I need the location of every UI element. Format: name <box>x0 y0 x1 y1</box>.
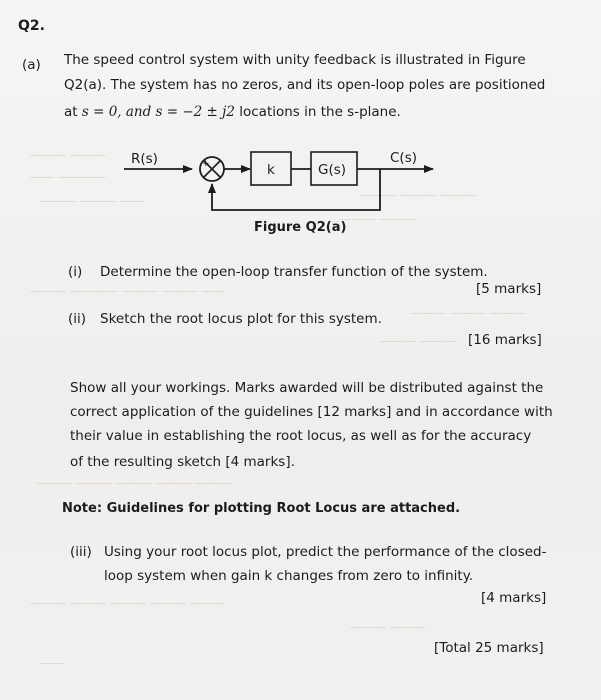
part-a-line-2: Q2(a). The system has no zeros, and its open-loop poles are positioned <box>64 77 546 93</box>
part-a-line-1: The speed control system with unity feedback is illustrated in Figure <box>64 52 526 68</box>
subquestion-ii-marks: [16 marks] <box>468 332 542 348</box>
bleed-through-text: —— ———— <box>30 170 106 184</box>
part-a-label: (a) <box>22 57 41 73</box>
plant-block-label: G(s) <box>318 162 347 178</box>
bleed-through-text: ——— ——— —— <box>40 194 144 208</box>
bleed-through-text: ——— ———— ——— ——— —— <box>30 284 226 298</box>
figure-caption: Figure Q2(a) <box>254 220 347 235</box>
subquestion-i-label: (i) <box>68 264 83 280</box>
plus-sign: + <box>202 159 210 169</box>
subquestion-i-marks: [5 marks] <box>476 281 542 297</box>
total-marks: [Total 25 marks] <box>434 640 544 656</box>
bleed-through-text: ——— ——— ——— <box>410 306 526 320</box>
workings-line-1: Show all your workings. Marks awarded will be distributed against the <box>70 380 544 396</box>
subquestion-i-text: Determine the open-loop transfer function of the system. <box>100 264 488 280</box>
subquestion-ii-text: Sketch the root locus plot for this system. <box>100 311 382 327</box>
subquestion-ii-label: (ii) <box>68 311 87 327</box>
part-iii-marks: [4 marks] <box>481 590 547 606</box>
bleed-through-text: ——— ——— <box>380 334 456 348</box>
bleed-through-text: ——— ——— <box>340 212 416 226</box>
workings-line-3: their value in establishing the root locus, as well as for the accuracy <box>70 428 532 444</box>
pole-locations-math: s = 0, and s = −2 ± j2 <box>81 104 235 120</box>
workings-line-4: of the resulting sketch [4 marks]. <box>70 454 295 470</box>
bleed-through-text: ——— ——— <box>30 148 106 162</box>
block-diagram <box>0 0 601 260</box>
part-a-line-3-pre: at <box>64 104 78 120</box>
part-iii-line-1: Using your root locus plot, predict the performance of the closed- <box>104 544 547 560</box>
gain-block-label: k <box>267 162 275 178</box>
input-label: R(s) <box>131 151 158 167</box>
bleed-through-text: ——— ——— <box>350 620 426 634</box>
output-label: C(s) <box>390 150 417 166</box>
bleed-through-text: ——— ——— ——— ——— ——— <box>36 476 232 490</box>
bleed-through-text: ——— ——— ——— <box>360 188 476 202</box>
workings-line-2: correct application of the guidelines [12 marks] and in accordance with <box>70 404 553 420</box>
question-number: Q2. <box>18 18 45 34</box>
part-a-line-3-post: locations in the s-plane. <box>239 104 401 120</box>
part-iii-label: (iii) <box>70 544 92 560</box>
part-iii-line-2: loop system when gain k changes from zero to infinity. <box>104 568 474 584</box>
feedback-path <box>212 169 380 210</box>
guidelines-note: Note: Guidelines for plotting Root Locus are attached. <box>62 501 461 516</box>
bleed-through-text: —— <box>40 656 64 670</box>
bleed-through-text: ——— ——— ——— ——— ——— <box>30 596 226 610</box>
